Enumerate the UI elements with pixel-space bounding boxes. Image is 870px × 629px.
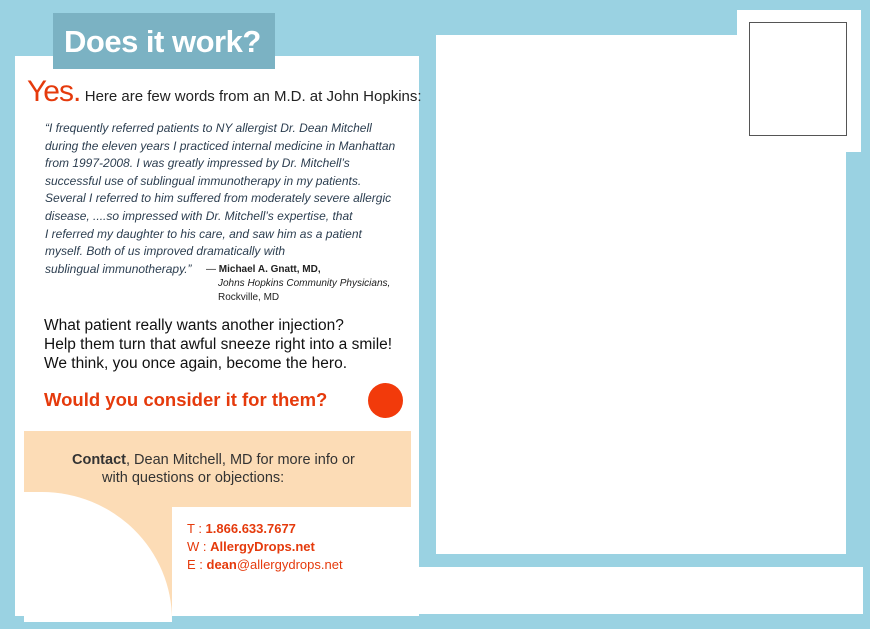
phone-label: T :: [187, 521, 206, 536]
contact-info: [187, 520, 343, 574]
web-label: W :: [187, 539, 211, 554]
phone-line: [187, 520, 343, 538]
web-line: [187, 538, 343, 556]
attribution-name: Michael A. Gnatt, MD,: [218, 264, 321, 275]
contact-rest: , Dean Mitchell, MD for more info or: [125, 452, 355, 468]
web-link[interactable]: AllergyDrops.net: [210, 539, 315, 554]
attribution-dash: —: [206, 264, 216, 275]
page-title: Does it work?: [64, 24, 261, 59]
pitch-question: Would you consider it for them?: [44, 389, 328, 410]
red-dot-decoration: [368, 383, 403, 418]
contact-text: [72, 451, 355, 487]
pitch-text: [44, 316, 392, 373]
contact-rest-2: with questions or objections:: [102, 470, 285, 486]
quote-line: successful use of sublingual immunotherapy in my patients.: [45, 173, 362, 188]
email-label: E :: [187, 557, 207, 572]
quote-line: Several I referred to him suffered from moderately severe allergic: [45, 191, 392, 206]
contact-lead: Contact: [72, 452, 126, 468]
testimonial-quote: [45, 120, 405, 278]
quote-attribution: [206, 263, 390, 305]
email-line: [187, 556, 343, 574]
attribution-org: Johns Hopkins Community Physicians,: [218, 278, 391, 289]
quote-line: sublingual immunotherapy.”: [45, 261, 192, 276]
email-user[interactable]: dean: [206, 557, 237, 572]
pitch-line: What patient really wants another injection?: [44, 317, 344, 334]
intro-line: [27, 75, 422, 109]
quote-line: “I frequently referred patients to NY allergist Dr. Dean Mitchell: [45, 121, 372, 135]
attribution-place: Rockville, MD: [218, 292, 280, 303]
quote-line: myself. Both of us improved dramatically with: [45, 244, 286, 259]
quote-line: from 1997-2008. I was greatly impressed by Dr. Mitchell’s: [45, 156, 350, 171]
quote-line: disease, ....so impressed with Dr. Mitchell’s expertise, that: [45, 208, 353, 223]
quote-line: during the eleven years I practiced internal medicine in Manhattan: [45, 138, 396, 153]
stamp-box: [749, 22, 847, 136]
intro-text: Here are few words from an M.D. at John Hopkins:: [84, 88, 422, 105]
pitch-line: We think, you once again, become the hero.: [44, 355, 348, 372]
yes-word: Yes.: [27, 75, 81, 108]
pitch-line: Help them turn that awful sneeze right into a smile!: [44, 336, 393, 353]
quote-line: I referred my daughter to his care, and saw him as a patient: [45, 226, 362, 241]
phone-value[interactable]: 1.866.633.7677: [205, 521, 296, 536]
email-domain[interactable]: @allergydrops.net: [236, 557, 343, 572]
